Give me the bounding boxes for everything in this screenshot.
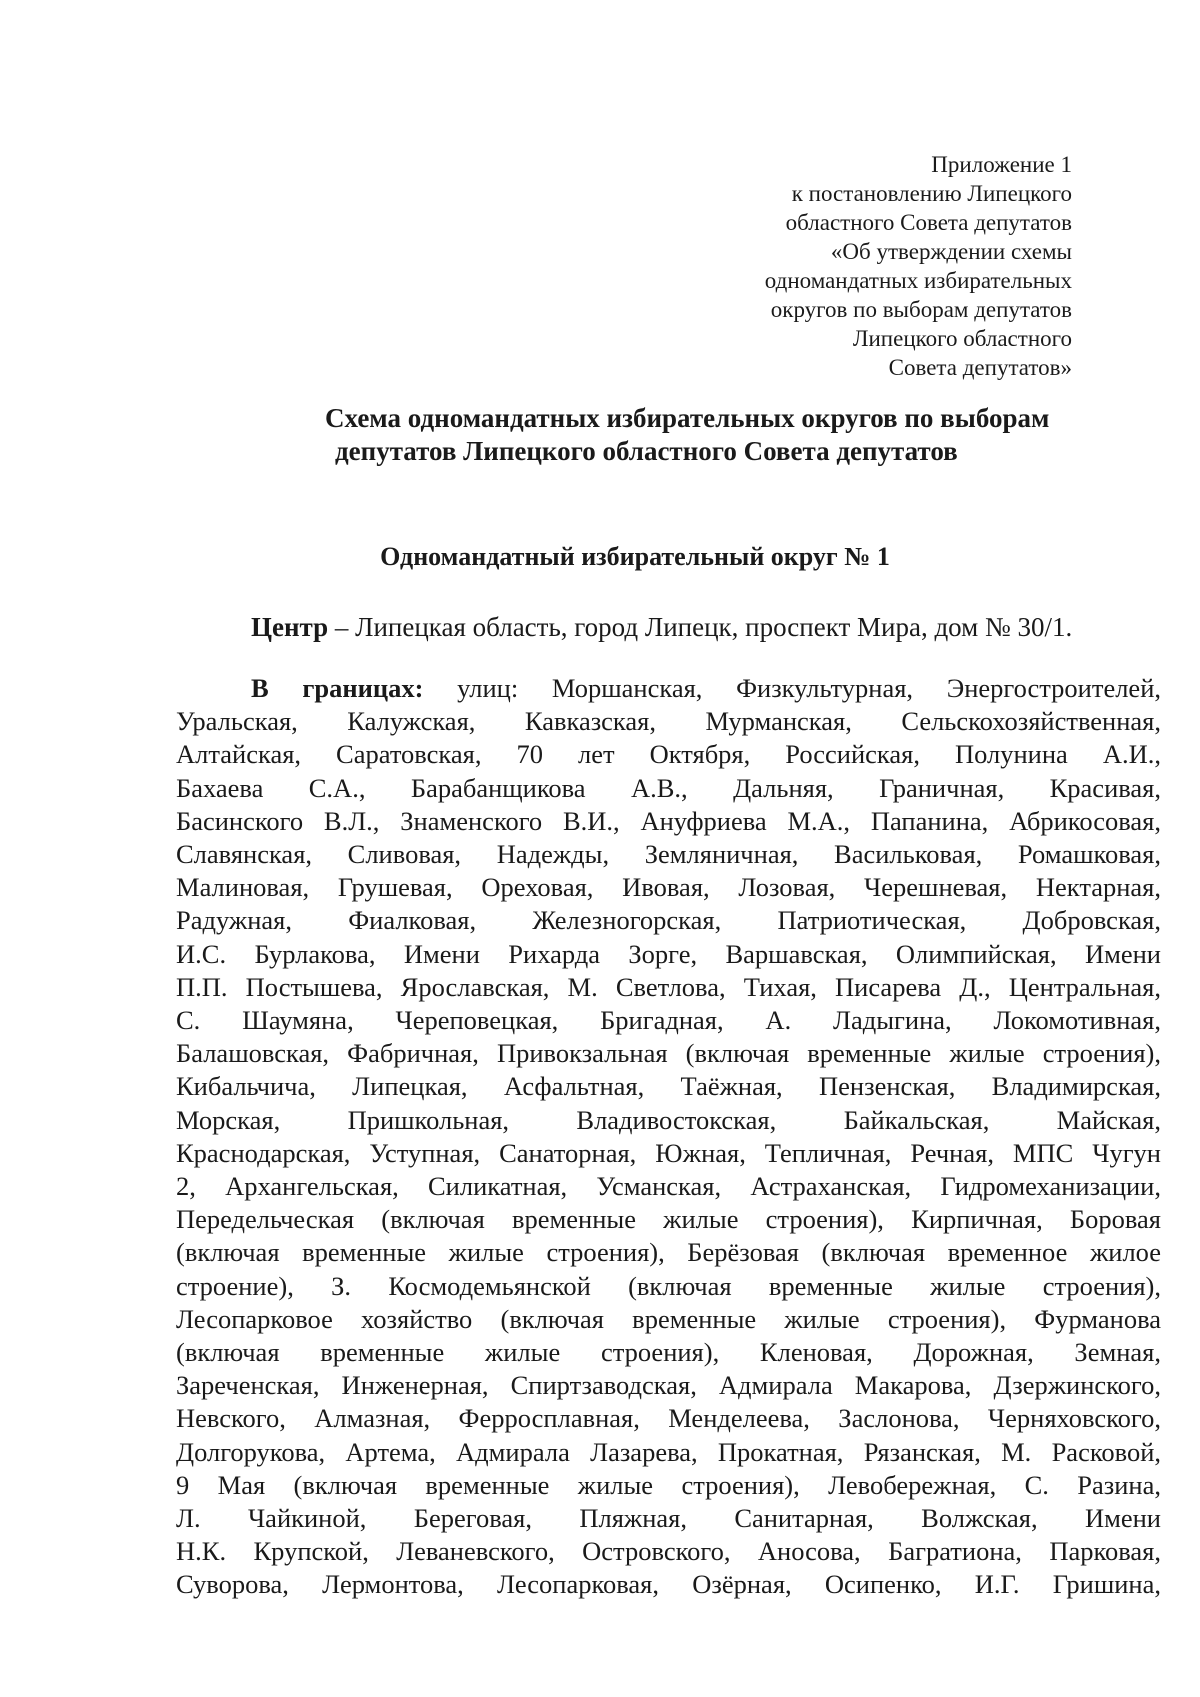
boundaries-line: Басинского В.Л., Знаменского В.И., Ануфриева М.А., Папанина, Абрикосовая, bbox=[176, 805, 1161, 836]
boundaries-line: Краснодарская, Уступная, Санаторная, Южная, Тепличная, Речная, МПС Чугун bbox=[176, 1137, 1161, 1168]
document-title-line-1: Схема одномандатных избирательных округов по выборам bbox=[325, 403, 1050, 433]
boundaries-line: Алтайская, Саратовская, 70 лет Октября, Российская, Полунина А.И., bbox=[176, 739, 1161, 770]
boundaries-label: В границах: bbox=[251, 673, 424, 703]
boundaries-line: Долгорукова, Артема, Адмирала Лазарева, Прокатная, Рязанская, М. Расковой, bbox=[176, 1436, 1161, 1467]
appendix-line: округов по выборам депутатов bbox=[770, 297, 1072, 322]
appendix-line: к постановлению Липецкого bbox=[791, 181, 1072, 206]
document-title-line-2: депутатов Липецкого областного Совета депутатов bbox=[335, 436, 958, 466]
boundaries-line: Славянская, Сливовая, Надежды, Земляничная, Васильковая, Ромашковая, bbox=[176, 839, 1161, 870]
district-heading-text: Одномандатный избирательный округ № 1 bbox=[380, 542, 890, 571]
appendix-line: «Об утверждении схемы bbox=[830, 239, 1072, 264]
boundaries-line: Бахаева С.А., Барабанщикова А.В., Дальняя, Граничная, Красивая, bbox=[176, 772, 1161, 803]
appendix-line: Совета депутатов» bbox=[888, 355, 1072, 380]
boundaries-line: (включая временные жилые строения), Берёзовая (включая временное жилое bbox=[176, 1237, 1161, 1268]
boundaries-line: Кибальчича, Липецкая, Асфальтная, Таёжная, Пензенская, Владимирская, bbox=[176, 1071, 1161, 1102]
boundaries-line: 9 Мая (включая временные жилые строения), Левобережная, С. Разина, bbox=[176, 1469, 1161, 1500]
district-center bbox=[251, 611, 1151, 643]
boundaries-line: (включая временные жилые строения), Кленовая, Дорожная, Земная, bbox=[176, 1337, 1161, 1368]
center-text: – Липецкая область, город Липецк, проспект Мира, дом № 30/1. bbox=[328, 612, 1073, 642]
boundaries-line: Л. Чайкиной, Береговая, Пляжная, Санитарная, Волжская, Имени bbox=[176, 1503, 1161, 1534]
boundaries-line: Уральская, Калужская, Кавказская, Мурманская, Сельскохозяйственная, bbox=[176, 706, 1161, 737]
boundaries-line: Зареченская, Инженерная, Спиртзаводская, Адмирала Макарова, Дзержинского, bbox=[176, 1370, 1161, 1401]
boundaries-line: Лесопарковое хозяйство (включая временные жилые строения), Фурманова bbox=[176, 1303, 1161, 1334]
boundaries-line: В границах: улиц: Моршанская, Физкультурная, Энергостроителей, bbox=[251, 673, 1161, 703]
document-title bbox=[300, 402, 1100, 468]
appendix-line: Липецкого областного bbox=[852, 326, 1072, 351]
boundaries-line: С. Шаумяна, Череповецкая, Бригадная, А. Ладыгина, Локомотивная, bbox=[176, 1005, 1161, 1036]
center-label: Центр bbox=[251, 612, 329, 642]
boundaries-line: Н.К. Крупской, Леваневского, Островского, Аносова, Багратиона, Парковая, bbox=[176, 1536, 1161, 1567]
boundaries-line: Суворова, Лермонтова, Лесопарковая, Озёрная, Осипенко, И.Г. Гришина, bbox=[176, 1569, 1161, 1600]
appendix-line: областного Совета депутатов bbox=[785, 210, 1072, 235]
boundaries-line: Балашовская, Фабричная, Привокзальная (включая временные жилые строения), bbox=[176, 1038, 1161, 1069]
boundaries-line: Малиновая, Грушевая, Ореховая, Ивовая, Лозовая, Черешневая, Нектарная, bbox=[176, 872, 1161, 903]
boundaries-line: Морская, Пришкольная, Владивостокская, Байкальская, Майская, bbox=[176, 1104, 1161, 1135]
boundaries-line: П.П. Постышева, Ярославская, М. Светлова, Тихая, Писарева Д., Центральная, bbox=[176, 971, 1161, 1002]
boundaries-line: 2, Архангельская, Силикатная, Усманская, Астраханская, Гидромеханизации, bbox=[176, 1171, 1161, 1202]
appendix-line: Приложение 1 bbox=[931, 152, 1072, 177]
boundaries-line: И.С. Бурлакова, Имени Рихарда Зорге, Варшавская, Олимпийская, Имени bbox=[176, 938, 1161, 969]
district-heading bbox=[0, 541, 1200, 573]
boundaries-line: Передельческая (включая временные жилые строения), Кирпичная, Боровая bbox=[176, 1204, 1161, 1235]
district-boundaries bbox=[176, 672, 1161, 1602]
boundaries-line: строение), З. Космодемьянской (включая временные жилые строения), bbox=[176, 1270, 1161, 1301]
appendix-note bbox=[652, 150, 1072, 382]
boundaries-line: Невского, Алмазная, Ферросплавная, Менделеева, Заслонова, Черняховского, bbox=[176, 1403, 1161, 1434]
boundaries-line: Радужная, Фиалковая, Железногорская, Патриотическая, Добровская, bbox=[176, 905, 1161, 936]
appendix-line: одномандатных избирательных bbox=[764, 268, 1072, 293]
